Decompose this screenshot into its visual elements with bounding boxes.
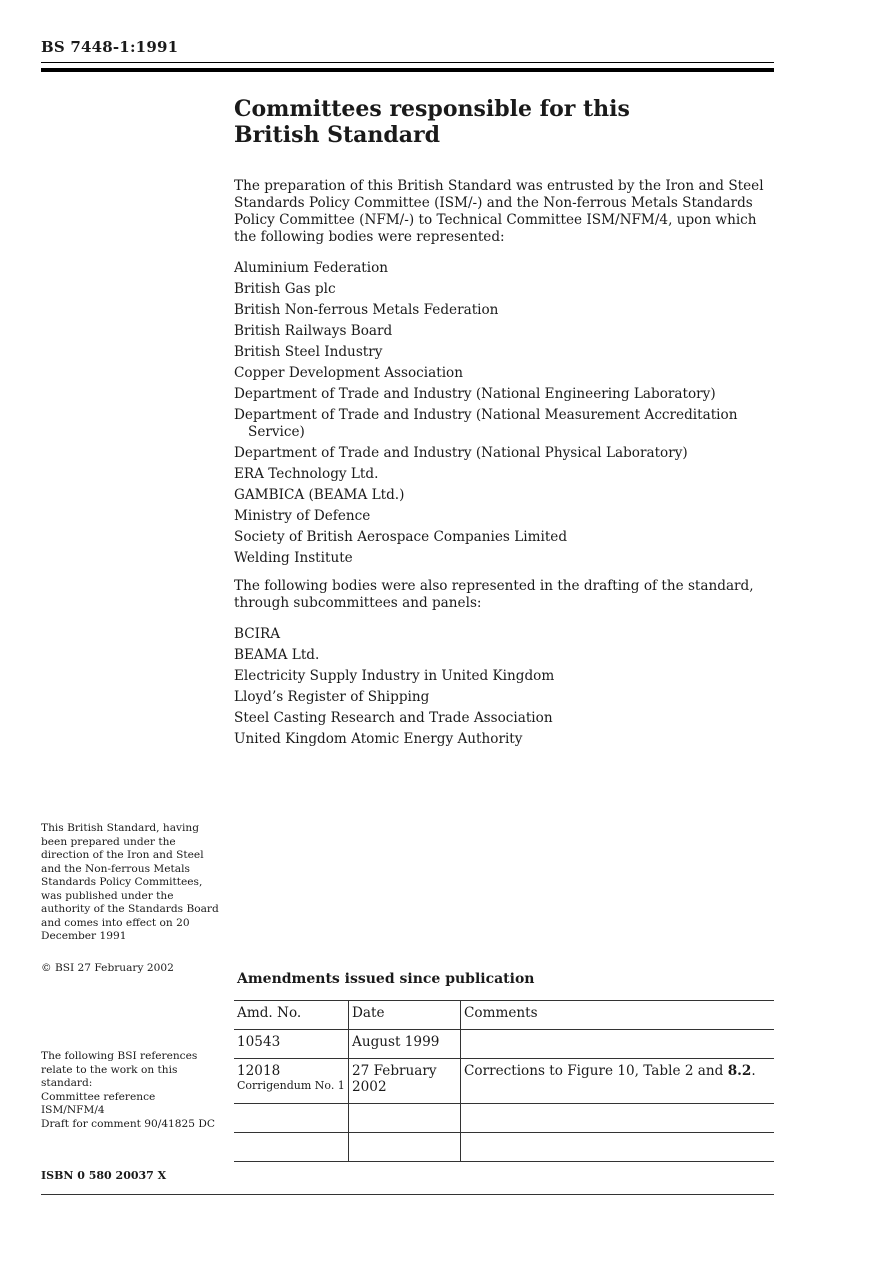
list-item: Department of Trade and Industry (National Measurement Accreditation Service): [234, 407, 738, 440]
list-item: Welding Institute: [234, 550, 353, 566]
header-rule-thick: [41, 68, 774, 72]
subcommittee-bodies-list: [234, 626, 779, 748]
references-intro: The following BSI references relate to the work on this standard:: [41, 1050, 198, 1089]
list-item: British Steel Industry: [234, 344, 383, 360]
list-item: GAMBICA (BEAMA Ltd.): [234, 487, 405, 503]
intro-paragraph: The preparation of this British Standard was entrusted by the Iron and Steel Standards Policy Committee (ISM/-) and the Non-ferrous Metals Standards Policy Committee (NFM/-) to Technical Committee ISM/NFM/4, upon which the following bodies were represented:: [234, 178, 764, 245]
list-item: BEAMA Ltd.: [234, 647, 320, 663]
list-item: British Non-ferrous Metals Federation: [234, 302, 499, 318]
list-item: Steel Casting Research and Trade Association: [234, 710, 553, 726]
amendments-title: Amendments issued since publication: [237, 971, 535, 987]
comment-text: Corrections to Figure 10, Table 2 and: [464, 1063, 728, 1079]
amd-date: 27 February 2002: [349, 1059, 461, 1104]
page-title: [234, 96, 779, 148]
list-item: Department of Trade and Industry (National Engineering Laboratory): [234, 386, 716, 402]
table-header-row: [234, 1001, 774, 1030]
amendments-table: [234, 1000, 774, 1162]
table-row: [234, 1030, 774, 1059]
amd-date: August 1999: [349, 1030, 461, 1059]
comment-end: .: [751, 1063, 756, 1079]
amd-comment: [461, 1030, 775, 1059]
column-header: Amd. No.: [237, 1005, 302, 1021]
amd-note: Corrigendum No. 1: [237, 1079, 345, 1092]
list-item: Department of Trade and Industry (National Physical Laboratory): [234, 445, 688, 461]
draft-reference: Draft for comment 90/41825 DC: [41, 1117, 215, 1130]
amd-number-cell: [234, 1059, 349, 1104]
document-id: BS 7448-1:1991: [41, 38, 179, 56]
list-item: British Gas plc: [234, 281, 336, 297]
comment-clause-ref: 8.2: [727, 1063, 752, 1079]
amd-number: 12018: [237, 1063, 281, 1079]
table-row-empty: [234, 1133, 774, 1162]
list-item: United Kingdom Atomic Energy Authority: [234, 731, 523, 747]
footer-rule: [41, 1194, 774, 1195]
main-content: [234, 96, 779, 752]
list-item: Society of British Aerospace Companies Limited: [234, 529, 568, 545]
list-item: British Railways Board: [234, 323, 393, 339]
list-item: Lloyd’s Register of Shipping: [234, 689, 430, 705]
title-line-2: British Standard: [234, 122, 441, 148]
list-item: BCIRA: [234, 626, 281, 642]
copyright-note: © BSI 27 February 2002: [41, 962, 174, 974]
header-rule-thin: [41, 62, 774, 63]
committee-reference: Committee reference ISM/NFM/4: [41, 1090, 156, 1116]
list-item: Copper Development Association: [234, 365, 463, 381]
column-header: Date: [349, 1001, 461, 1030]
list-item: Aluminium Federation: [234, 260, 389, 276]
bsi-references: [41, 1050, 221, 1131]
publication-note: This British Standard, having been prepared under the direction of the Iron and Steel and the Non-ferrous Metals Standards Policy Committees, was published under the authority of the Standards Board and comes into effect on 20 December 1991: [41, 822, 219, 942]
list-item: Ministry of Defence: [234, 508, 371, 524]
title-line-1: Committees responsible for this: [234, 96, 630, 122]
amd-number: 10543: [237, 1034, 281, 1050]
table-row-empty: [234, 1104, 774, 1133]
list-item: ERA Technology Ltd.: [234, 466, 379, 482]
table-row: [234, 1059, 774, 1104]
list-item: Electricity Supply Industry in United Kingdom: [234, 668, 555, 684]
amd-comment: [461, 1059, 775, 1104]
isbn: ISBN 0 580 20037 X: [41, 1169, 167, 1182]
represented-bodies-list: [234, 260, 779, 567]
also-represented-paragraph: The following bodies were also represented in the drafting of the standard, through subcommittees and panels:: [234, 578, 754, 611]
column-header: Comments: [461, 1001, 775, 1030]
